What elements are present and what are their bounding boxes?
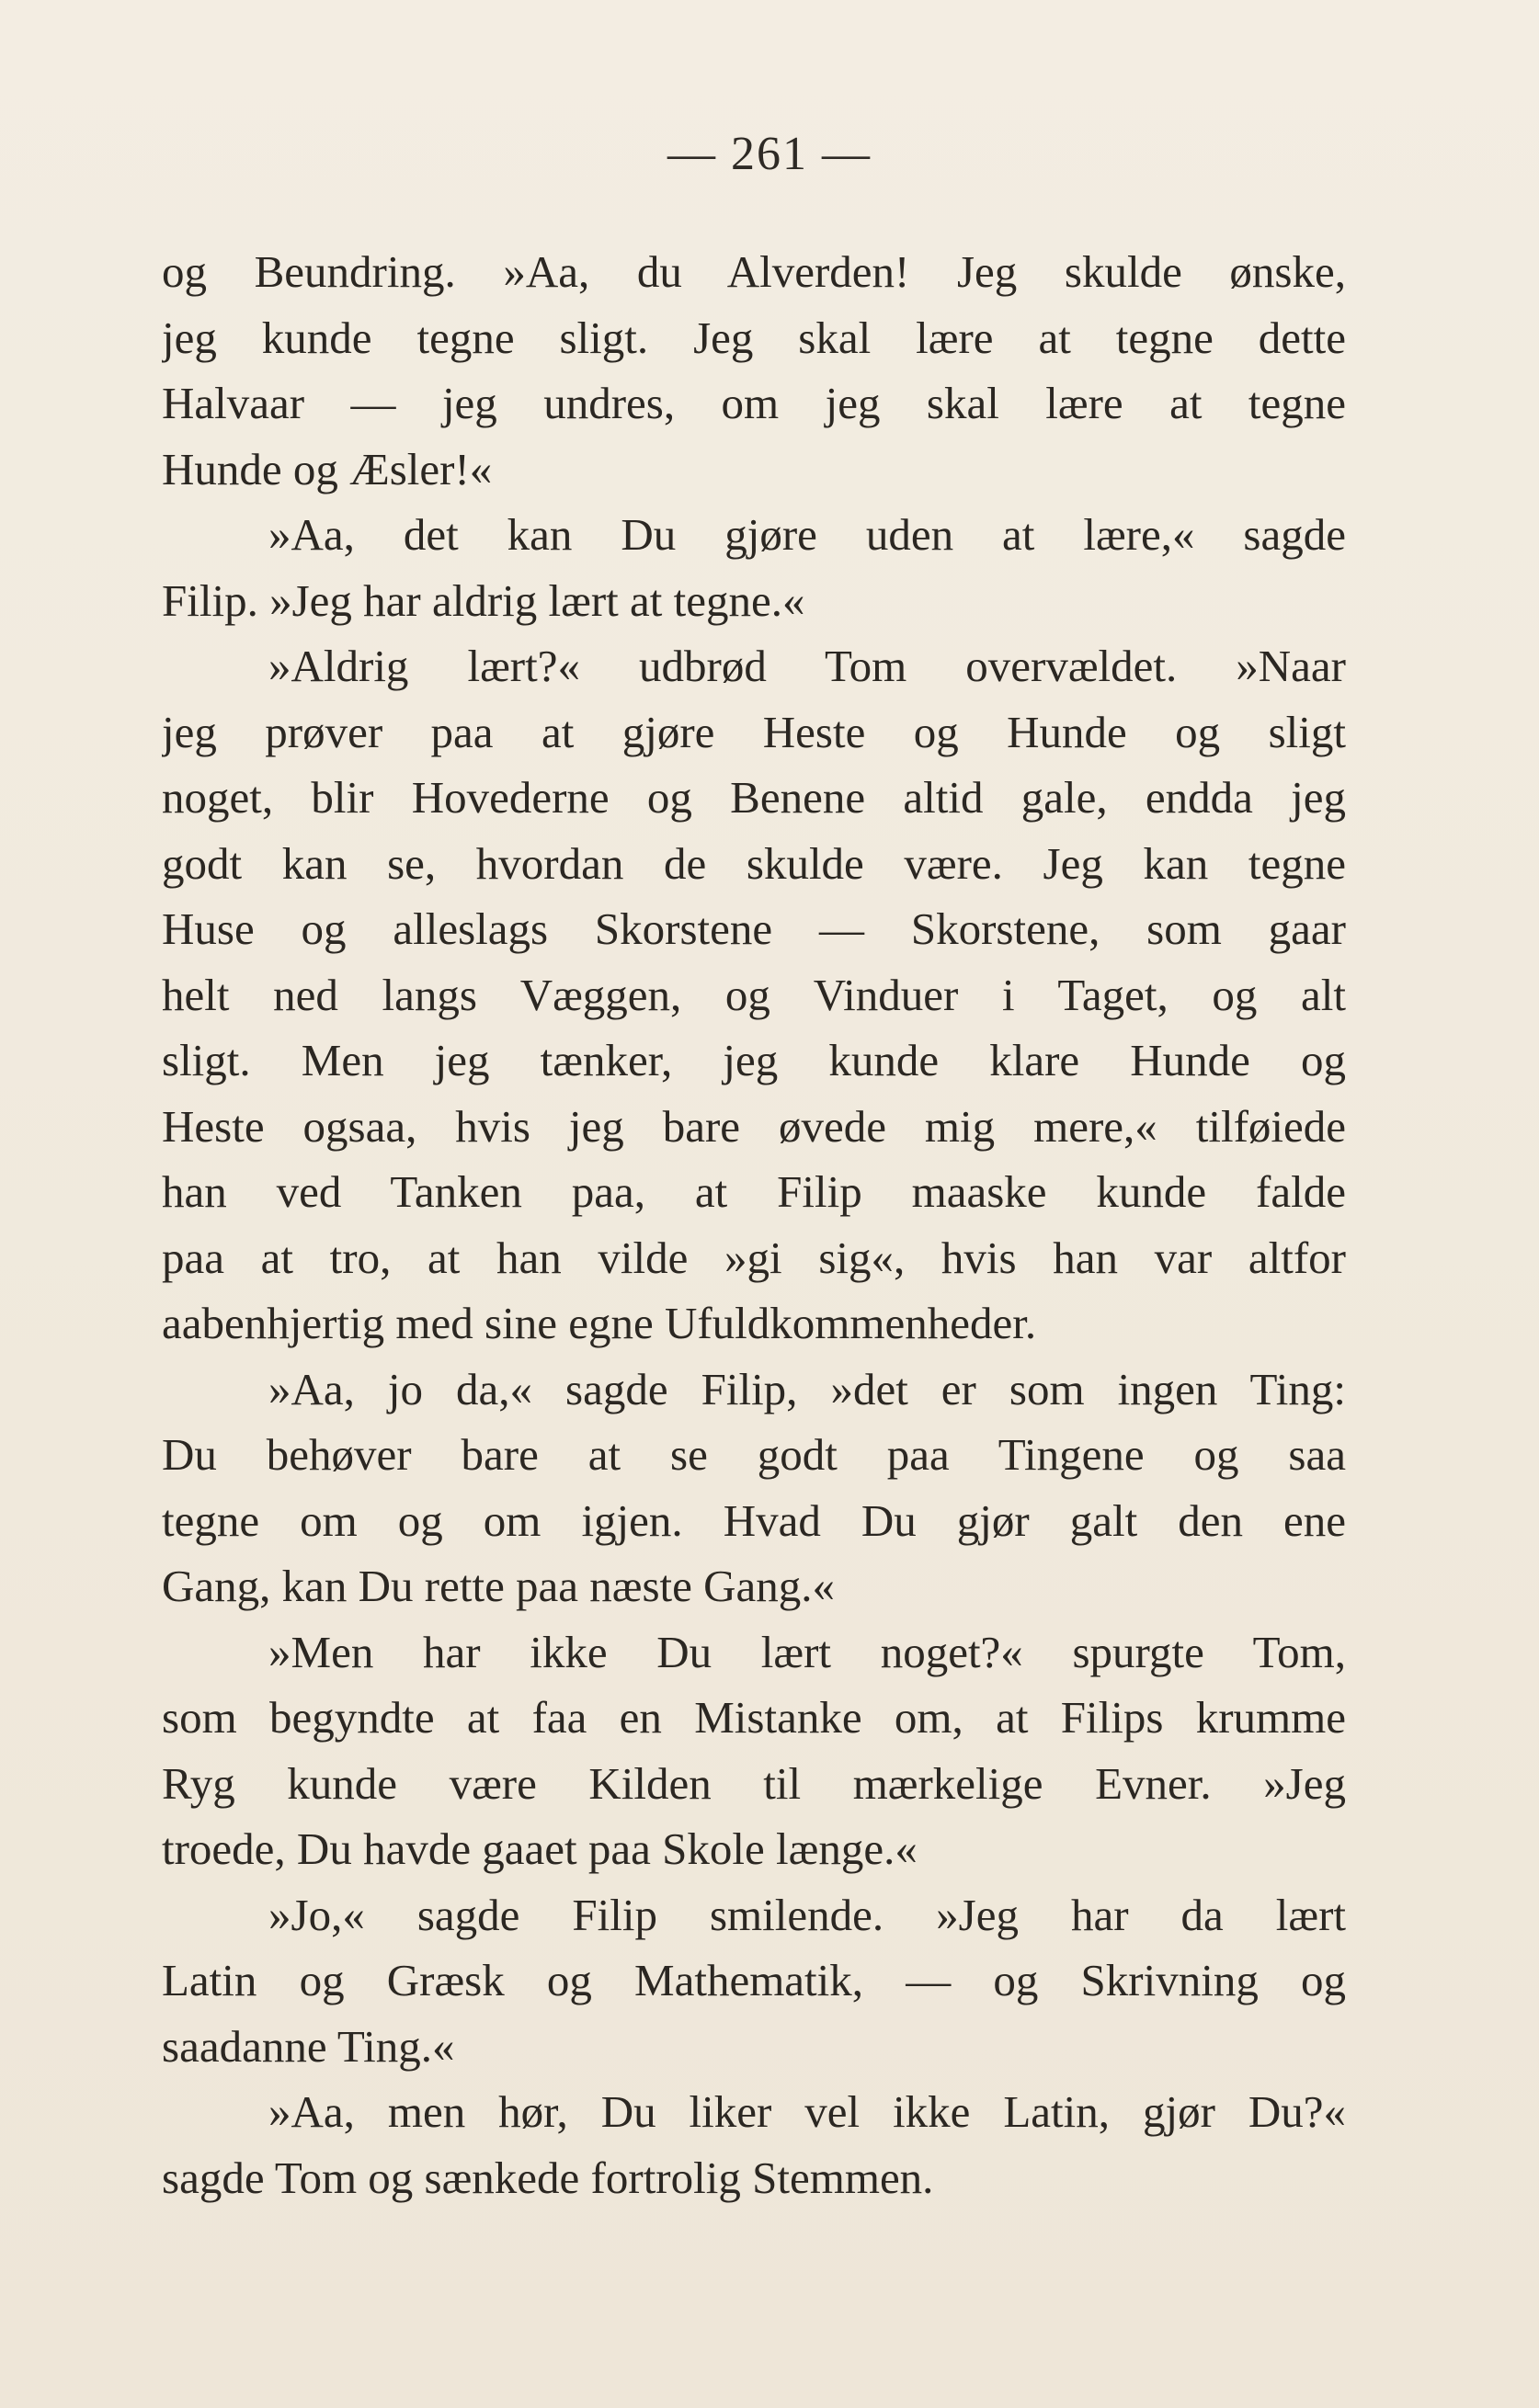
text-line: Latin og Græsk og Mathematik, — og Skrivning og [162,1955,1346,2005]
text-line: Huse og alleslags Skorstene — Skorstene, som gaar [162,903,1346,954]
text-line: »Jo,« sagde Filip smilende. »Jeg har da lært [268,1889,1346,1940]
text-line: han ved Tanken paa, at Filip maaske kunde falde [162,1166,1346,1217]
text-line: saadanne Ting.« [162,2020,455,2072]
text-line: helt ned langs Væggen, og Vinduer i Taget, og alt [162,969,1346,1020]
text-line: som begyndte at faa en Mistanke om, at Filips krumme [162,1692,1346,1743]
text-line: jeg prøver paa at gjøre Heste og Hunde og sligt [162,706,1346,757]
text-line: sagde Tom og sænkede fortrolig Stemmen. [162,2152,934,2203]
text-line: Gang, kan Du rette paa næste Gang.« [162,1561,836,1611]
text-line: Heste ogsaa, hvis jeg bare øvede mig mere,« tilføiede [162,1100,1346,1152]
text-line: noget, blir Hovederne og Benene altid gale, endda jeg [162,772,1346,823]
text-line: Filip. »Jeg har aldrig lært at tegne.« [162,574,805,626]
text-line: »Aa, jo da,« sagde Filip, »det er som ingen Ting: [268,1363,1346,1414]
text-line: godt kan se, hvordan de skulde være. Jeg kan tegne [162,837,1346,889]
text-line: »Men har ikke Du lært noget?« spurgte Tom, [268,1626,1346,1677]
text-line: og Beundring. »Aa, du Alverden! Jeg skulde ønske, [162,246,1346,297]
text-line: Halvaar — jeg undres, om jeg skal lære at tegne [162,378,1346,428]
text-line: jeg kunde tegne sligt. Jeg skal lære at tegne dette [162,312,1346,363]
text-line: tegne om og om igjen. Hvad Du gjør galt den ene [162,1494,1346,1546]
text-line: »Aa, men hør, Du liker vel ikke Latin, gjør Du?« [268,2086,1346,2137]
text-line: troede, Du havde gaaet paa Skole længe.« [162,1823,918,1874]
body-text [162,239,1346,2210]
text-line: aabenhjertig med sine egne Ufuldkommenheder. [162,1298,1037,1348]
text-line: Ryg kunde være Kilden til mærkelige Evner. »Jeg [162,1757,1346,1809]
page-number: — 261 — [667,128,872,180]
text-line: sligt. Men jeg tænker, jeg kunde klare Hunde og [162,1035,1346,1085]
text-line: paa at tro, at han vilde »gi sig«, hvis han var altfor [162,1232,1346,1283]
text-line: »Aa, det kan Du gjøre uden at lære,« sagde [268,509,1346,560]
text-line: »Aldrig lært?« udbrød Tom overvældet. »Naar [268,641,1346,691]
text-line: Du behøver bare at se godt paa Tingene og saa [162,1429,1346,1480]
text-line: Hunde og Æsler!« [162,443,493,494]
